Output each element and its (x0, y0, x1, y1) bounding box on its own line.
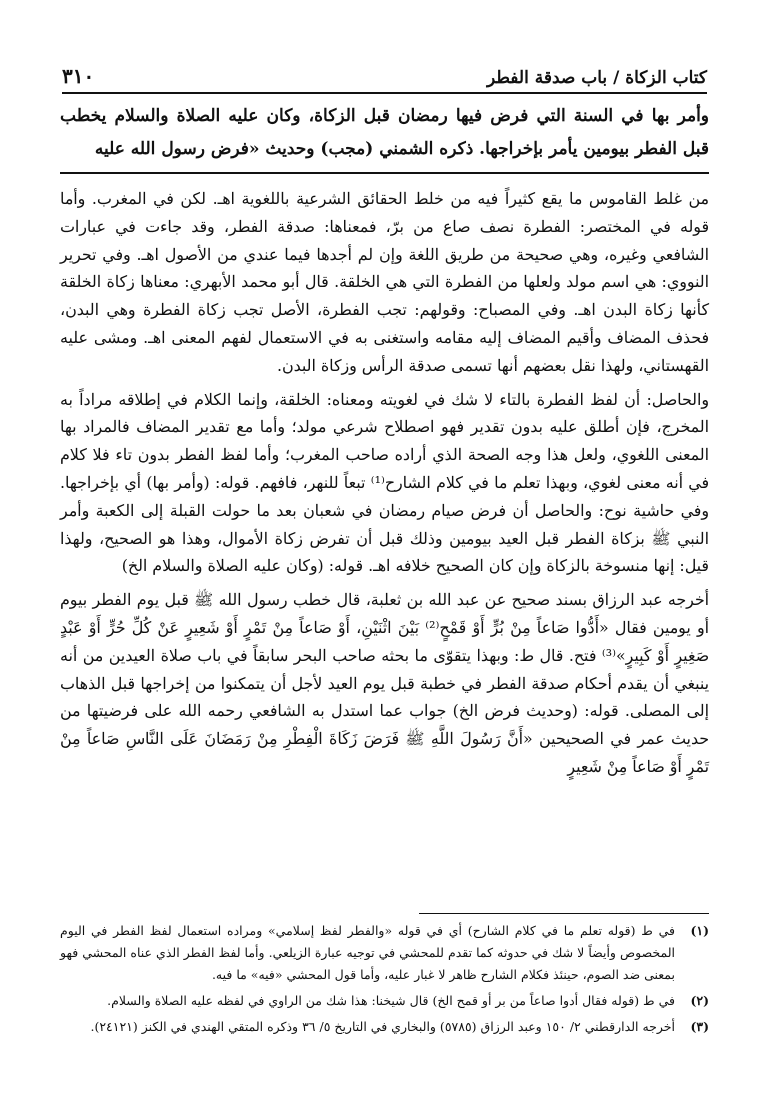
footnotes (60, 920, 709, 1042)
footnote-divider (419, 913, 709, 914)
commentary-paragraph: والحاصل: أن لفظ الفطرة بالتاء لا شك في لغويته ومعناه: الخلقة، وإنما الكلام في إطلاقه مراداً به المخرج، فإن أطلق عليه بدون تقدير فهو اصطلاح شرعي مولد؛ وأما مع تقدير المضاف فالمراد بها المعنى اللغوي، ولعل هذا وجه الصحة الذي أراده صاحب المغرب؛ وأما لفظ الفطر بدون تاء فلا كلام في أنه معنى لغوي، وبهذا تعلم ما في كلام الشارح⁽¹⁾ تبعاً للنهر، فافهم. قوله: (وأمر بها) أي بإخراجها. وفي حاشية نوح: والحاصل أن فرض صيام رمضان في شعبان بعد ما حولت القبلة إلى الكعبة وأمر النبي ﷺ بزكاة الفطر قبل العيد بيومين وذلك قبل أن تفرض زكاة الأموال، وهذا هو الصحيح، ولهذا قيل: إنها منسوخة بالزكاة وإن كان الصحيح خلافه اهـ. قوله: (وكان عليه الصلاة والسلام الخ) (60, 389, 709, 576)
page-header (62, 54, 707, 94)
footnote-number: (٢) (690, 993, 709, 1008)
footnote-text: في ط (قوله تعلم ما في كلام الشارح) أي في قوله «والفطر لفظ إسلامي» ومراده استعمال لفظ الفطر في اليوم المخصوص وأيضاً لا شك في حدوثه كما تقدم للمحشي في توجيه عبارة الزيلعي. وأما لفظ الفطر الذي عناه المحشي فهو بمعنى ضد الصوم، حينئذ فكلام الشارح ظاهر لا غبار عليه، وأما قول المحشي «فيه» ما فيه. (60, 923, 675, 982)
footnote-text: في ط (قوله فقال أدوا صاعاً من بر أو قمح الخ) قال شيخنا: هذا شك من الراوي في لفظه عليه الصلاة والسلام. (107, 993, 675, 1008)
running-title: كتاب الزكاة / باب صدقة الفطر (486, 68, 707, 88)
footnote-number: (١) (690, 923, 709, 938)
footnote-text: أخرجه الدارقطني ٢/ ١٥٠ وعبد الرزاق (٥٧٨٥) والبخاري في التاريخ ٥/ ٣٦ وذكره المتقي الهندي في الكنز (٢٤١٢١). (90, 1019, 675, 1034)
main-text-divider (60, 172, 709, 174)
footnote (60, 920, 709, 986)
main-text: وأمر بها في السنة التي فرض فيها رمضان قبل الزكاة، وكان عليه الصلاة والسلام يخطب قبل الفطر بيومين يأمر بإخراجها. ذكره الشمني (مجب) وحديث «فرض رسول الله عليه (60, 106, 709, 159)
footnote-number: (٣) (690, 1019, 709, 1034)
footnote (60, 990, 709, 1012)
page-number: ٣١٠ (62, 64, 95, 88)
commentary (60, 185, 709, 787)
commentary-paragraph: من غلط القاموس ما يقع كثيراً فيه من خلط الحقائق الشرعية باللغوية اهـ. لكن في المغرب. وأما قوله في المختصر: الفطرة نصف صاع من برّ، فمعناها: صدقة الفطر، وقد جاءت في عبارات الشافعي وغيره، وهي صحيحة من طريق اللغة وإن لم أجدها فيما عندي من الأصول اهـ. وفي تحرير النووي: هي اسم مولد ولعلها من الفطرة التي هي الخلقة. قال أبو محمد الأبهري: معناها زكاة الخلقة كأنها زكاة البدن اهـ. وفي المصباح: وقولهم: تجب الفطرة، الأصل تجب زكاة الفطرة وهي البدن، فحذف المضاف وأقيم المضاف إليه مقامه واستغنى به في الاستعمال لفهم المعنى اهـ. ومشى عليه القهستاني، ولهذا نقل بعضهم أنها تسمى صدقة الرأس وزكاة البدن. (60, 189, 709, 375)
commentary-paragraph: أخرجه عبد الرزاق بسند صحيح عن عبد الله بن ثعلبة، قال خطب رسول الله ﷺ قبل يوم الفطر بيوم أو يومين فقال «أَدُّوا صَاعاً مِنْ بُرٍّ أَوْ قَمْحٍ⁽²⁾ بَيْنَ اثْنَيْنِ، أَوْ صَاعاً مِنْ تَمْرٍ أَوْ شَعِيرٍ عَنْ كُلِّ حُرٍّ أَوْ عَبْدٍ صَغِيرٍ أَوْ كَبِيرٍ»⁽³⁾ فتح. قال ط: وبهذا يتقوّى ما بحثه صاحب البحر سابقاً في باب صلاة العيدين من أنه ينبغي أن يقدم أحكام صدقة الفطر في خطبة قبل يوم العيد لأجل أن يتمكنوا من إخراجها قبل الذهاب إلى المصلى. قوله: (وحديث فرض الخ) جواب عما استدل به الشافعي رحمه الله على فرضيتها من حديث عمر في الصحيحين «أَنَّ رَسُولَ اللَّهِ ﷺ فَرَضَ زَكَاةَ الْفِطْرِ مِنْ رَمَضَانَ عَلَى النَّاسِ صَاعاً مِنْ تَمْرٍ أَوْ صَاعاً مِنْ شَعِيرٍ (60, 590, 709, 776)
footnote (60, 1016, 709, 1038)
